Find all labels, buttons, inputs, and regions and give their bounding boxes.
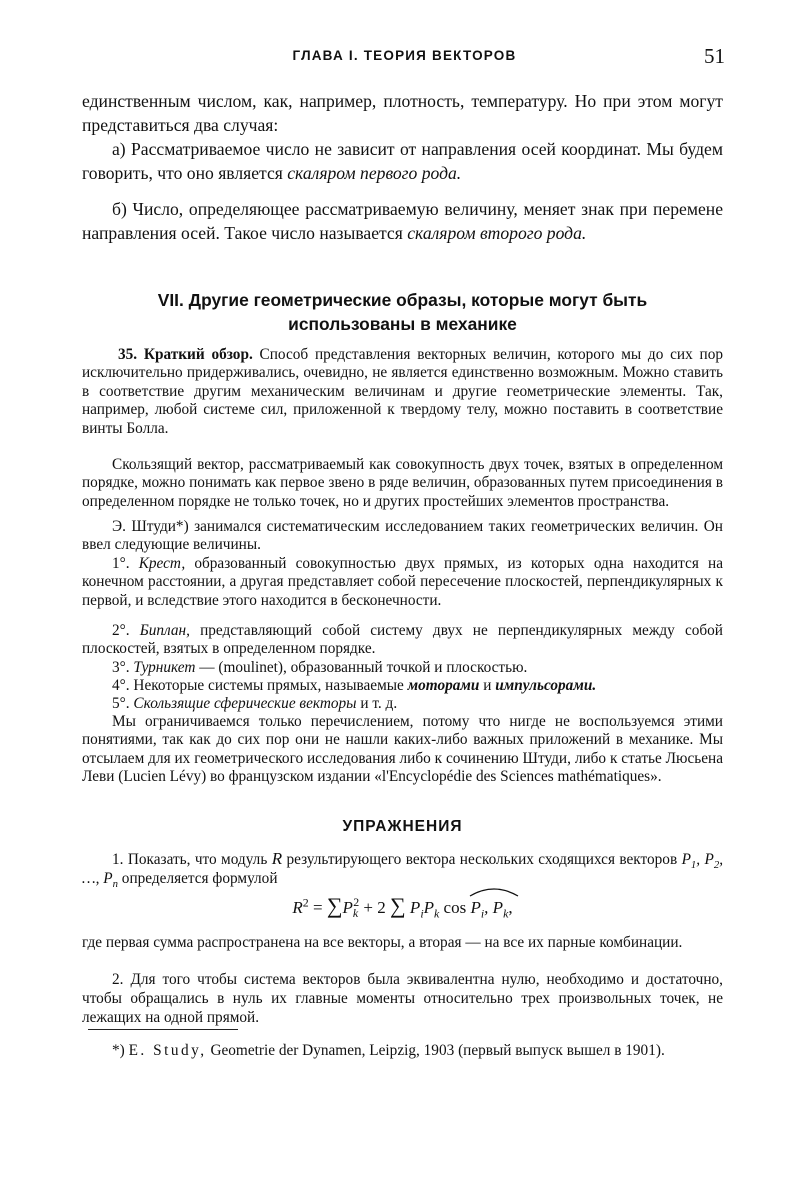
- paragraph-study: Э. Штуди*) занимался систематическим исследованием таких геометрических величин. Он ввел следующие величины.: [82, 518, 723, 554]
- footnote-divider: [88, 1029, 238, 1030]
- list-item-3-term: Турникет: [133, 659, 196, 676]
- footnote-marker: *): [112, 1042, 125, 1059]
- paragraph-35: [82, 346, 723, 438]
- list-item-5-num: 5°.: [112, 695, 130, 712]
- running-title: ГЛАВА I. ТЕОРИЯ ВЕКТОРОВ: [292, 48, 517, 63]
- list-item-1: [82, 555, 723, 610]
- list-item-2: [82, 622, 723, 659]
- case-b-paragraph: [82, 197, 723, 245]
- list-item-4: [82, 677, 723, 695]
- list-item-2-term: Биплан,: [139, 622, 190, 639]
- paragraph-35-label: 35. Краткий обзор.: [118, 346, 253, 363]
- page-number: 51: [704, 44, 725, 68]
- exercise-1-text-b: результирующего вектора нескольких сходящихся векторов: [286, 851, 678, 868]
- list-item-1-num: 1°.: [112, 555, 130, 572]
- list-item-4-text: Некоторые системы прямых, называемые: [133, 677, 404, 694]
- footnote-text: Geometrie der Dynamen, Leipzig, 1903 (первый выпуск вышел в 1901).: [210, 1042, 665, 1059]
- list-item-4-num: 4°.: [112, 677, 130, 694]
- exercise-1-text-a: 1. Показать, что модуль: [112, 851, 268, 868]
- list-item-2-num: 2°.: [112, 622, 130, 639]
- exercises-heading: УПРАЖНЕНИЯ: [342, 818, 463, 835]
- intro-paragraph: единственным числом, как, например, плотность, температуру. Но при этом могут представиться два случая:: [82, 91, 723, 135]
- list-item-1-term: Крест,: [138, 555, 186, 572]
- case-a-text: а) Рассматриваемое число не зависит от направления осей координат. Мы будем говорить, что оно является: [82, 139, 723, 183]
- list-item-3: [82, 659, 723, 677]
- list-item-3-text: — (moulinet), образованный точкой и плоскостью.: [199, 659, 528, 676]
- list-item-2-text: представляющий собой систему двух не перпендикулярных между собой плоскостей, взятых в определенном порядке.: [82, 622, 723, 658]
- case-a-paragraph: [82, 137, 723, 185]
- section-heading: [82, 288, 723, 336]
- exercise-2: 2. Для того чтобы система векторов была эквивалентна нулю, необходимо и достаточно, чтобы обращались в нуль их главные моменты относительно трех произвольных точек, не лежащих на одной прямой.: [82, 971, 723, 1026]
- case-b-text: б) Число, определяющее рассматриваемую величину, меняет знак при перемене направления осей. Такое число называется: [82, 199, 723, 243]
- list-item-4-mid: и: [483, 677, 492, 694]
- resultant-formula: $R^2 = \sum P_k^2 + 2$ ∑ $P_iP_k$ cos $P_i$, $P_k$,: [82, 893, 723, 921]
- list-item-5-term: Скользящие сферические векторы: [133, 695, 357, 712]
- paragraph-35-text: Способ представления векторных величин, которого мы до сих пор исключительно придерживались, очевидно, не является единственно возможным. Можно ставить в соответствие другим механическим величинам и другие геометрические элементы. Так, например, любой системе сил, приложенной к твердому телу, можно поставить в соответствие винты Болла.: [82, 346, 723, 437]
- case-b-term: скаляром второго рода.: [407, 223, 587, 243]
- list-item-1-text: образованный совокупностью двух прямых, из которых одна находится на конечном расстоянии, а другая представляет собой пересечение плоскостей, перпендикулярных к первой, и вследствие этого находится в бесконечности.: [82, 555, 723, 609]
- exercise-1: [82, 849, 724, 891]
- closing-paragraph: Мы ограничиваемся только перечислением, потому что нигде не воспользуемся этими понятиями, так как до сих пор они не нашли каких-либо важных приложений в механике. Мы отсылаем для их геометрического исследования либо к сочинению Штуди, либо к статье Люсьена Леви (Lucien Lévy) во французском издании «l'Encyclopédie des Sciences mathématiques».: [82, 713, 723, 786]
- section-title-line-1: VII. Другие геометрические образы, которые могут быть: [157, 290, 648, 310]
- exercise-1-text-c: определяется формулой: [121, 870, 278, 887]
- list-item-4-term: моторами: [407, 677, 480, 694]
- exercise-1-R: R: [271, 849, 283, 868]
- page-header: [82, 44, 727, 74]
- list-item-3-num: 3°.: [112, 659, 130, 676]
- footnote: [82, 1041, 723, 1060]
- exercise-1-after: где первая сумма распространена на все векторы, а вторая — на все их парные комбинации.: [82, 934, 683, 951]
- paragraph-sliding-vector: Скользящий вектор, рассматриваемый как совокупность двух точек, взятых в определенном порядке, можно понимать как первое звено в ряде величин, образованных путем присоединения в определенном порядке не только точек, но и других простейших элементов пространства.: [82, 456, 723, 510]
- vector-list: $P_1$, $P_2$, …, $P_n$: [82, 851, 724, 891]
- case-a-term: скаляром первого рода.: [287, 163, 462, 183]
- list-item-5: [82, 695, 723, 713]
- list-item-5-text: и т. д.: [360, 695, 398, 712]
- angle-hat: $P_i$, $P_k$: [470, 895, 508, 921]
- list-item-4-term2: импульсорами.: [495, 677, 597, 694]
- section-title-line-2: использованы в механике: [288, 314, 517, 334]
- footnote-author: E. Study,: [128, 1042, 207, 1059]
